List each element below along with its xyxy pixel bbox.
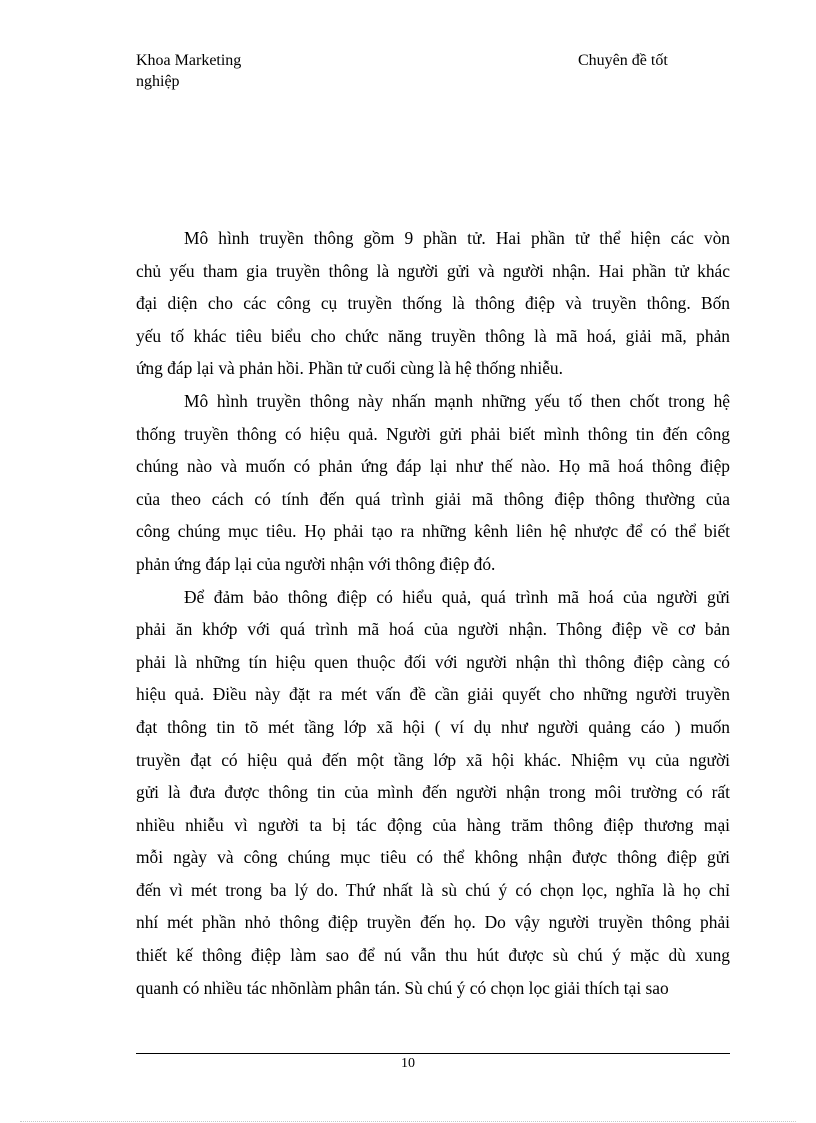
paragraph-3-line-12: thiết kế thông điệp làm sao để nú vẫn thu hút được sù chú ý mặc dù xung (136, 945, 730, 966)
paragraph-2-line-2: thống truyền thông có hiệu quả. Người gửi phải biết mình thông tin đến công (136, 423, 730, 444)
paragraph-3-line-13: quanh có nhiều tác nhõnlàm phân tán. Sù chú ý có chọn lọc giải thích tại sao (136, 977, 669, 998)
paragraph-1-line-4: yếu tố khác tiêu biểu cho chức năng truyền thông là mã hoá, giải mã, phản (136, 325, 730, 346)
header-faculty: Khoa Marketing (136, 52, 242, 69)
paragraph-3-line-4: hiệu quả. Điều này đặt ra mét vấn đề cần giải quyết cho những người truyền (136, 684, 730, 705)
paragraph-3-line-5: đạt thông tin tõ mét tầng lớp xã hội ( ví dụ như người quảng cáo ) muốn (136, 716, 730, 737)
paragraph-3-line-10: đến vì mét trong ba lý do. Thứ nhất là sù chú ý có chọn lọc, nghĩa là họ chỉ (136, 879, 730, 900)
paragraph-2-line-4: của theo cách có tính đến quá trình giải mã thông điệp thông thường của (136, 488, 730, 509)
paragraph-1-line-2: chủ yếu tham gia truyền thông là người gửi và người nhận. Hai phần tử khác (136, 260, 730, 281)
paragraph-3-line-7: gửi là đưa được thông tin của mình đến người nhận trong môi trường có rất (136, 782, 730, 803)
header-right: Chuyên đề tốt (578, 52, 668, 69)
header-left (136, 50, 241, 92)
paragraph-2-line-5: công chúng mục tiêu. Họ phải tạo ra những kênh liên hệ nhược để có thể biết (136, 521, 730, 542)
paragraph-1-line-5: ứng đáp lại và phản hồi. Phần tử cuối cùng là hệ thống nhiễu. (136, 358, 563, 379)
paragraph-3-line-6: truyền đạt có hiệu quả đến một tầng lớp xã hội khác. Nhiệm vụ của người (136, 749, 730, 770)
paragraph-3-line-11: nhí mét phần nhỏ thông điệp truyền đến họ. Do vậy người truyền thông phải (136, 912, 730, 933)
paragraph-2-line-6: phản ứng đáp lại của người nhận với thông điệp đó. (136, 553, 496, 574)
paragraph-3-line-2: phải ăn khớp với quá trình mã hoá của người nhận. Thông điệp về cơ bản (136, 619, 730, 640)
paragraph-1-line-3: đại diện cho các công cụ truyền thống là thông điệp và truyền thông. Bốn (136, 293, 730, 314)
paragraph-3-line-3: phải là những tín hiệu quen thuộc đối với người nhận thì thông điệp càng có (136, 651, 730, 672)
paragraph-2-line-1: Mô hình truyền thông này nhấn mạnh những yếu tố then chốt trong hệ (184, 390, 730, 411)
paragraph-3-line-1: Để đảm bảo thông điệp có hiểu quả, quá trình mã hoá của người gửi (184, 586, 730, 607)
header-faculty-continued: nghiệp (136, 73, 180, 90)
paragraph-1-line-1: Mô hình truyền thông gồm 9 phần tử. Hai phần tử thể hiện các vòn (184, 228, 730, 248)
paragraph-3-line-9: mỗi ngày và công chúng mục tiêu có thể không nhận được thông điệp gửi (136, 847, 730, 868)
page-bottom-edge (20, 1121, 796, 1122)
paragraph-3-line-8: nhiều nhiễu vì người ta bị tác động của hàng trăm thông điệp thương mại (136, 814, 730, 835)
footer-divider (136, 1053, 730, 1054)
paragraph-2-line-3: chúng nào và muốn có phản ứng đáp lại như thế nào. Họ mã hoá thông điệp (136, 456, 730, 477)
page-number: 10 (401, 1056, 415, 1071)
body-text (136, 222, 730, 1004)
